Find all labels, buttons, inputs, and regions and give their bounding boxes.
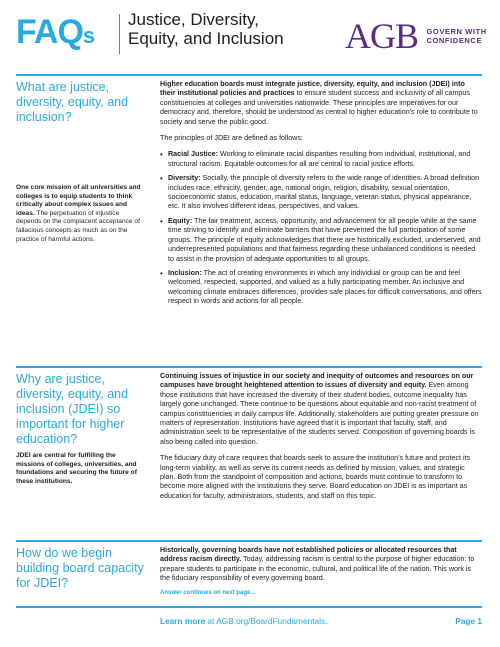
logo-mark: AGB xyxy=(345,16,419,56)
section-2-sidebar xyxy=(16,372,144,447)
section-2-answer: Continuing issues of injustice in our society and inequity of outcomes and resources on our campuses have brought heightened attention to issues of diversity and equity. Even among those institutions that have increased the diversity of their student bodies, outcome inequality has largely gone unchanged. There continue to be questions about equitable and non-racist treatment of campus constituencies in daily campus life. Additionally, stakeholders are putting greater pressure on matters of representation. Institutions have agreed that it is important that faculty, staff, and administration seek to be representative of the students served. Composition of governing boards is also being called into question. The fiduciary duty of care requires that boards seek to assure the institution's future and protect its long-term viability, as well as serve its current needs as defined by mission, values, and strategic plan. Both from the standpoint of composition and actions, boards must continue to transform to become more aligned with the institutions they serve. Board education on JDEI is as important as education for faculty, administrators, students, and staff on this topic. xyxy=(160,372,479,500)
section-3-sidebar xyxy=(16,546,144,591)
section-3-question: How do we begin building board capacity for JDEI? xyxy=(16,546,144,590)
section-1-note: One core mission of all universities and colleges is to equip students to think critically about complex issues and ideas. The perpetuation of injustice depends on the complacent acceptance of fallacious concepts as much as on the practice of harmful actions. xyxy=(16,184,141,243)
list-item: • Racial Justice: Working to eliminate racial disparities resulting from individual, institutional, and structural racism. Equitable outcomes for all are central to racial justice efforts. xyxy=(160,150,471,168)
section-3-answer: Historically, governing boards have not established policies or allocated resources that address racism directly. Today, addressing racism is central to the purpose of higher education: to prepare students to participate in the economic, cultural, and political life of the nation. This work is the fiduciary responsibility of every governing board. Answer continues on next page... xyxy=(160,546,482,598)
document-title: Justice, Diversity, Equity, and Inclusion xyxy=(128,10,284,48)
header-divider xyxy=(119,14,120,54)
section-1-sidebar xyxy=(16,80,144,125)
section-1-question: What are justice, diversity, equity, and inclusion? xyxy=(16,80,129,124)
section-divider xyxy=(16,366,482,368)
page-header xyxy=(0,0,500,70)
section-1-answer: Higher education boards must integrate justice, diversity, equity, and inclusion (JDEI) into their institutional policies and practices to ensure student success and inclusivity of all campus constituencies at colleges and universities nationwide. These principles are imperatives for our democracy and, therefore, should be understood as central to higher education's role to contribute to society and serve the public good. The principles of JDEI are defined as follows: • Racial Justice: Working to eliminate racial disparities resulting from individual, institutional, and structural racism. Equitable outcomes for all are central to racial justice efforts. • Diversity: Socially, the principle of diversity refers to the wide range of identities. A broad definition includes race, ethnicity, gender, age, national origin, religion, disability, sexual orientation, socioeconomic status, education, marital status, language, veteran status, physical appearance, etc. It also involves different ideas, perspectives, and values. • Equity: The fair treatment, access, opportunity, and advancement for all people while at the same time striving to identify and eliminate barriers that have prevented the full participation of some groups. The principle of equity acknowledges that there are historically excluded, underserved, and underrepresented populations and that fairness regarding these unbalanced conditions is needed to assist in the provision of adequate opportunities to all groups. • Inclusion: The act of creating environments in which any individual or group can be and feel welcomed, respected, supported, and valued as a fully participating member. An inclusive and welcoming climate embraces differences, provides safe places for difficult conversations, and offers respect in words and actions for all people. xyxy=(160,80,482,306)
logo-tagline: GOVERN WITH CONFIDENCE xyxy=(426,27,487,45)
footer-divider xyxy=(16,606,482,608)
continued-note: Answer continues on next page... xyxy=(160,589,256,596)
section-2-note: JDEI are central for fulfilling the missions of colleges, universities, and foundations and securing the future of these institutions. xyxy=(16,452,137,485)
section-divider xyxy=(16,540,482,542)
list-item: • Diversity: Socially, the principle of diversity refers to the wide range of identities. A broad definition includes race, ethnicity, gender, age, national origin, religion, disability, sexual orientation, socioeconomic status, education, marital status, language, veteran status, physical appearance, etc. It also involves different ideas, perspectives, and values. xyxy=(160,174,480,211)
faqs-wordmark: FAQs xyxy=(16,13,96,51)
list-item: • Inclusion: The act of creating environments in which any individual or group can be and feel welcomed, respected, supported, and valued as a fully participating member. An inclusive and welcoming climate embraces differences, provides safe places for difficult conversations, and offers respect in words and actions for all people. xyxy=(160,268,482,306)
page-number: Page 1 xyxy=(455,616,482,626)
section-divider xyxy=(16,74,482,76)
agb-logo xyxy=(345,18,487,54)
list-item: • Equity: The fair treatment, access, opportunity, and advancement for all people while at the same time striving to identify and eliminate barriers that have prevented the full participation of some groups. The principle of equity acknowledges that there are historically excluded, underserved, and underrepresented populations and that fairness regarding these unbalanced conditions is needed to assist in the provision of adequate opportunities to all groups. xyxy=(160,216,481,263)
learn-more-link[interactable]: Learn more at AGB.org/BoardFundamentals. xyxy=(160,616,328,626)
section-2-question: Why are justice, diversity, equity, and inclusion (JDEI) so important for higher education? xyxy=(16,372,129,446)
